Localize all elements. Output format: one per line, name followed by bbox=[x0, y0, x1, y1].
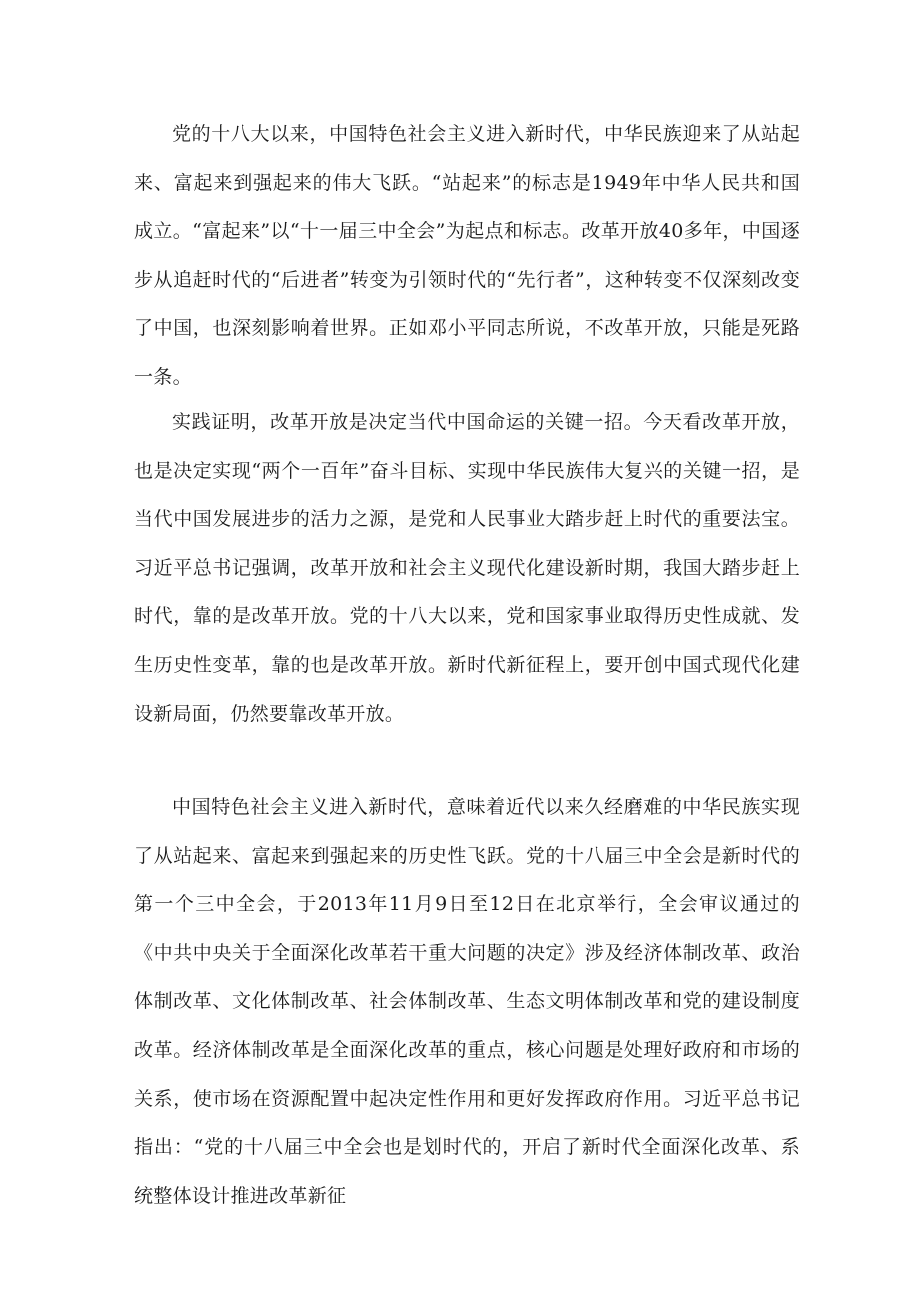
paragraph-1: 党的十八大以来，中国特色社会主义进入新时代，中华民族迎来了从站起来、富起来到强起来的伟大飞跃。“站起来”的标志是1949年中华人民共和国成立。“富起来”以“十一届三中全会”为起点和标志。改革开放40多年，中国逐步从追赶时代的“后进者”转变为引领时代的“先行者”，这种转变不仅深刻改变了中国，也深刻影响着世界。正如邓小平同志所说，不改革开放，只能是死路一条。 bbox=[134, 123, 800, 388]
paragraph-3: 中国特色社会主义进入新时代，意味着近代以来久经磨难的中华民族实现了从站起来、富起来到强起来的历史性飞跃。党的十八届三中全会是新时代的第一个三中全会，于2013年11月9日至12日在北京举行，全会审议通过的《中共中央关于全面深化改革若干重大问题的决定》涉及经济体制改革、政治体制改革、文化体制改革、社会体制改革、生态文明体制改革和党的建设制度改革。经济体制改革是全面深化改革的重点，核心问题是处理好政府和市场的关系，使市场在资源配置中起决定性作用和更好发挥政府作用。习近平总书记指出：“党的十八届三中全会也是划时代的，开启了新时代全面深化改革、系统整体设计推进改革新征 bbox=[134, 796, 800, 1207]
paragraph-2: 实践证明，改革开放是决定当代中国命运的关键一招。今天看改革开放，也是决定实现“两个一百年”奋斗目标、实现中华民族伟大复兴的关键一招，是当代中国发展进步的活力之源，是党和人民事业大踏步赶上时代的重要法宝。习近平总书记强调，改革开放和社会主义现代化建设新时期，我国大踏步赶上时代，靠的是改革开放。党的十八大以来，党和国家事业取得历史性成就、发生历史性变革，靠的也是改革开放。新时代新征程上，要开创中国式现代化建设新局面，仍然要靠改革开放。 bbox=[134, 411, 800, 725]
